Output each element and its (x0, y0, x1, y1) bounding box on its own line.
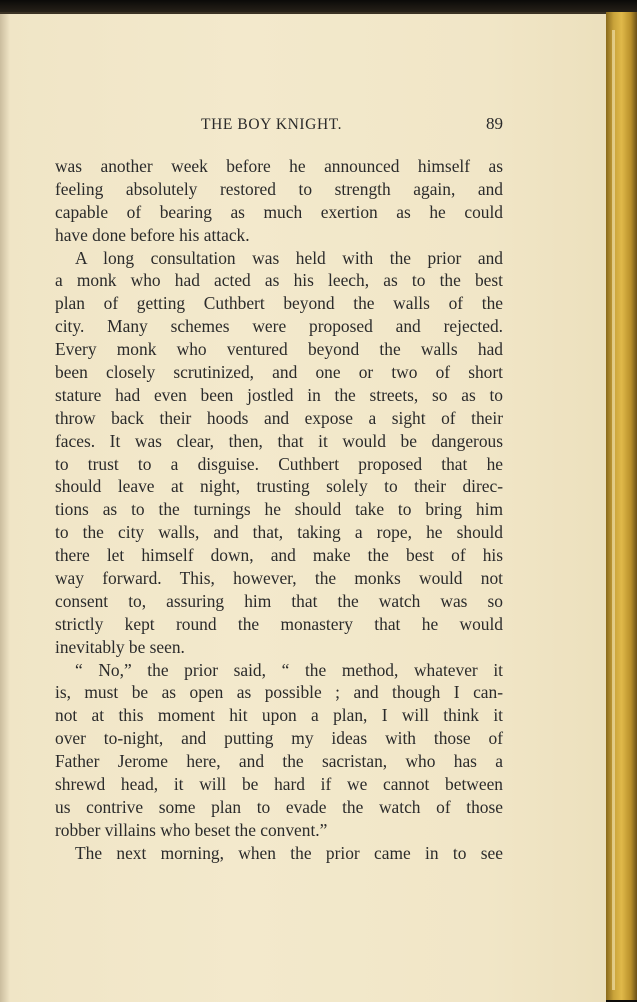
text-line: A long consultation was held with the prior and (75, 247, 503, 268)
text-line: way forward. This, however, the monks would not (55, 568, 503, 589)
text-line: Every monk who ventured beyond the walls had (55, 339, 503, 360)
text-line: plan of getting Cuthbert beyond the walls of the (55, 293, 503, 314)
text-line: is, must be as open as possible ; and though I can- (55, 682, 503, 703)
body-text (55, 155, 503, 865)
text-line: capable of bearing as much exertion as he could (55, 201, 503, 222)
text-line: city. Many schemes were proposed and rejected. (55, 316, 503, 337)
text-line: inevitably be seen. (55, 636, 185, 657)
text-line: a monk who had acted as his leech, as to the best (55, 270, 503, 291)
text-line: been closely scrutinized, and one or two of short (55, 362, 503, 383)
text-line: consent to, assuring him that the watch was so (55, 590, 503, 611)
text-line: us contrive some plan to evade the watch of those (55, 796, 503, 817)
text-line: tions as to the turnings he should take to bring him (55, 499, 503, 520)
text-line: throw back their hoods and expose a sight of their (55, 407, 503, 428)
text-line: feeling absolutely restored to strength again, and (55, 178, 503, 199)
text-line: robber villains who beset the convent.” (55, 819, 328, 840)
text-line: over to-night, and putting my ideas with those of (55, 728, 503, 749)
text-line: not at this moment hit upon a plan, I will think it (55, 705, 503, 726)
text-line: shrewd head, it will be hard if we cannot between (55, 774, 503, 795)
text-line: The next morning, when the prior came in to see (75, 842, 503, 863)
text-line: there let himself down, and make the best of his (55, 545, 503, 566)
page-edge-highlight (612, 30, 615, 990)
text-line: to trust to a disguise. Cuthbert proposed that he (55, 453, 503, 474)
text-line: Father Jerome here, and the sacristan, who has a (55, 751, 503, 772)
text-line: should leave at night, trusting solely to their direc- (55, 476, 503, 497)
text-line: stature had even been jostled in the streets, so as to (55, 384, 503, 405)
page-number: 89 (486, 114, 503, 133)
gilt-page-edge (606, 12, 637, 1000)
text-line: to the city walls, and that, taking a rope, he should (55, 522, 503, 543)
running-header (55, 116, 503, 138)
text-line: “ No,” the prior said, “ the method, whatever it (75, 659, 503, 680)
running-title: THE BOY KNIGHT. (201, 116, 343, 133)
text-line: strictly kept round the monastery that he would (55, 613, 503, 634)
text-line: faces. It was clear, then, that it would be dangerous (55, 430, 503, 451)
gutter-shadow (0, 14, 10, 1002)
text-line: have done before his attack. (55, 224, 250, 245)
text-line: was another week before he announced himself as (55, 156, 503, 176)
